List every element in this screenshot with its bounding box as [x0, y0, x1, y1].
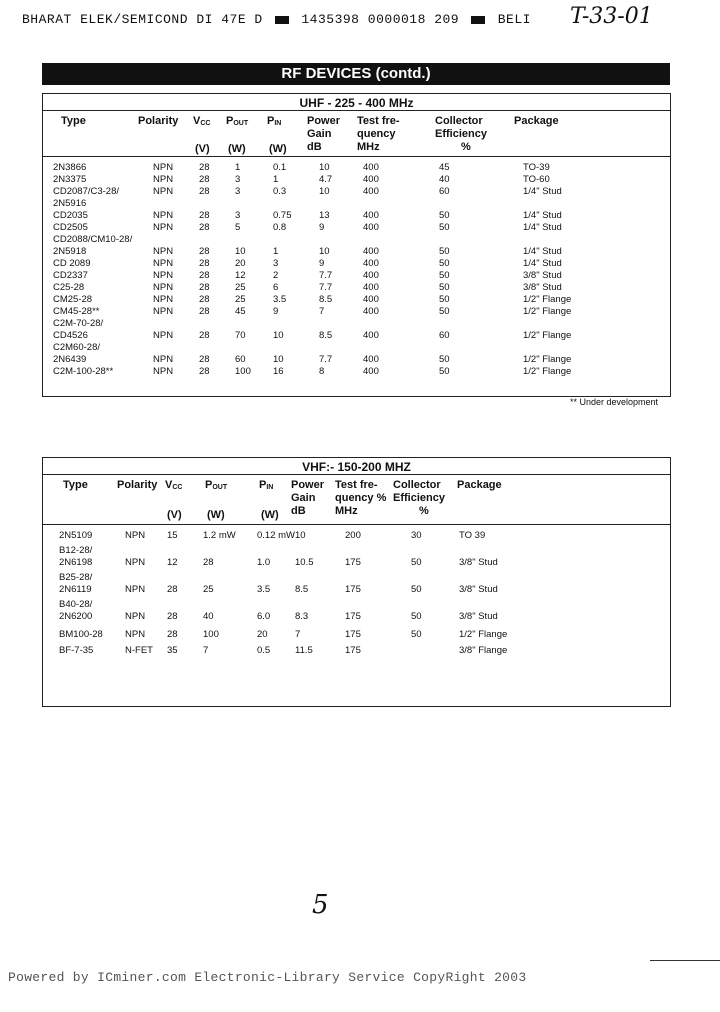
- cell-package: TO 39: [459, 530, 486, 541]
- cell-freq: 175: [345, 611, 361, 622]
- cell-pin: 10: [273, 354, 284, 365]
- cell-polarity: NPN: [125, 611, 146, 622]
- cell-pin: 0.1: [273, 162, 287, 173]
- cell-pin: 10: [273, 330, 284, 341]
- cell-efficiency: 40: [439, 174, 450, 185]
- cell-polarity: NPN: [153, 270, 174, 281]
- cell-type: 2N5109: [59, 530, 93, 541]
- cell-pin: 3.5: [273, 294, 287, 305]
- header-efficiency: Collector: [393, 479, 441, 491]
- cell-vcc: 28: [199, 174, 210, 185]
- divider: [43, 474, 670, 475]
- cell-efficiency: 30: [411, 530, 422, 541]
- cell-pout: 12: [235, 270, 246, 281]
- cell-efficiency: 50: [439, 258, 450, 269]
- cell-type: C2M-100-28**: [53, 366, 114, 377]
- cell-efficiency: 60: [439, 330, 450, 341]
- cell-pout: 7: [203, 645, 209, 656]
- cell-pin: 0.8: [273, 222, 287, 233]
- cell-type: CD 2089: [53, 258, 91, 269]
- unit-v: (V): [195, 143, 210, 155]
- cell-type: BM100-28: [59, 629, 103, 640]
- cell-package: 3/8" Flange: [459, 645, 508, 656]
- cell-gain: 13: [319, 210, 330, 221]
- cell-vcc: 28: [199, 270, 210, 281]
- cell-package: 1/2" Flange: [523, 306, 572, 317]
- cell-pout: 3: [235, 174, 241, 185]
- cell-efficiency: 50: [439, 354, 450, 365]
- cell-type: C2M-70-28/: [53, 318, 104, 329]
- header-gain: Power: [307, 115, 341, 127]
- cell-freq: 400: [363, 354, 379, 365]
- cell-efficiency: 50: [411, 629, 422, 640]
- handwritten-code: T-33-01: [570, 4, 653, 29]
- unit-w: (W): [269, 143, 287, 155]
- black-mark: [275, 16, 289, 24]
- cell-pout: 100: [235, 366, 251, 377]
- cell-package: 1/4" Stud: [523, 246, 562, 257]
- header-freq: quency: [357, 128, 396, 140]
- cell-vcc: 28: [199, 222, 210, 233]
- section-banner: RF DEVICES (contd.): [42, 63, 670, 85]
- header-text: BHARAT ELEK/SEMICOND DI 47E D: [22, 12, 263, 27]
- cell-polarity: NPN: [153, 162, 174, 173]
- cell-pin: 0.3: [273, 186, 287, 197]
- cell-type: B40-28/: [59, 599, 93, 610]
- cell-polarity: NPN: [153, 210, 174, 221]
- header-polarity: Polarity: [117, 479, 158, 491]
- cell-gain: 8.5: [319, 294, 333, 305]
- cell-type: 2N5918: [53, 246, 87, 257]
- cell-efficiency: 50: [439, 222, 450, 233]
- cell-vcc: 28: [199, 186, 210, 197]
- cell-pin: 1: [273, 174, 279, 185]
- cell-polarity: NPN: [153, 294, 174, 305]
- cell-gain: 9: [319, 222, 325, 233]
- cell-package: TO-60: [523, 174, 550, 185]
- cell-pin: 20: [257, 629, 268, 640]
- header-type: Type: [63, 479, 88, 491]
- header-tail: BELI: [497, 12, 531, 27]
- header-gain: dB: [307, 141, 322, 153]
- cell-polarity: NPN: [153, 354, 174, 365]
- footnote: ** Under development: [570, 397, 659, 407]
- cell-type: BF-7-35: [59, 645, 94, 656]
- cell-freq: 400: [363, 258, 379, 269]
- cell-package: 1/4" Stud: [523, 186, 562, 197]
- cell-pout: 25: [235, 282, 246, 293]
- cell-package: 3/8" Stud: [523, 282, 562, 293]
- cell-type: CD2088/CM10-28/: [53, 234, 133, 245]
- cell-freq: 400: [363, 222, 379, 233]
- cell-pout: 28: [203, 557, 214, 568]
- header-gain: dB: [291, 505, 306, 517]
- cell-gain: 8.5: [295, 584, 309, 595]
- divider: [43, 524, 670, 525]
- divider: [650, 960, 720, 961]
- cell-freq: 400: [363, 270, 379, 281]
- cell-freq: 400: [363, 282, 379, 293]
- cell-pout: 70: [235, 330, 246, 341]
- cell-package: 1/2" Flange: [523, 294, 572, 305]
- cell-package: 3/8" Stud: [459, 611, 498, 622]
- header-pout: POUT: [226, 115, 249, 127]
- footer-credit: Powered by ICminer.com Electronic-Library Service CopyRight 2003: [8, 970, 527, 985]
- cell-freq: 200: [345, 530, 361, 541]
- cell-type: CM45-28**: [53, 306, 100, 317]
- cell-pout: 40: [203, 611, 214, 622]
- header-polarity: Polarity: [138, 115, 179, 127]
- cell-vcc: 12: [167, 557, 178, 568]
- cell-polarity: NPN: [153, 330, 174, 341]
- cell-gain: 10: [319, 186, 330, 197]
- page-number: 5: [312, 890, 329, 920]
- header-subscript: CC: [172, 484, 183, 491]
- cell-vcc: 28: [199, 162, 210, 173]
- cell-pin: 16: [273, 366, 284, 377]
- cell-polarity: NPN: [153, 366, 174, 377]
- cell-vcc: 28: [199, 366, 210, 377]
- cell-freq: 400: [363, 186, 379, 197]
- cell-package: 3/8" Stud: [459, 584, 498, 595]
- cell-efficiency: 50: [411, 584, 422, 595]
- cell-polarity: NPN: [153, 258, 174, 269]
- unit-w: (W): [228, 143, 246, 155]
- unit-w: (W): [207, 509, 225, 521]
- cell-vcc: 28: [167, 611, 178, 622]
- cell-polarity: NPN: [153, 246, 174, 257]
- cell-vcc: 28: [199, 258, 210, 269]
- header-vcc: VCC: [165, 479, 183, 491]
- cell-package: 3/8" Stud: [459, 557, 498, 568]
- cell-freq: 400: [363, 330, 379, 341]
- cell-efficiency: 50: [411, 557, 422, 568]
- cell-type: 2N6439: [53, 354, 87, 365]
- cell-vcc: 28: [199, 210, 210, 221]
- cell-vcc: 28: [199, 294, 210, 305]
- cell-vcc: 28: [199, 246, 210, 257]
- unit-w: (W): [261, 509, 279, 521]
- cell-freq: 175: [345, 584, 361, 595]
- header-freq: MHz: [357, 141, 380, 153]
- cell-gain: 10.5: [295, 557, 314, 568]
- header-subscript: CC: [200, 120, 211, 127]
- cell-pout: 10: [235, 246, 246, 257]
- cell-pin: 2: [273, 270, 279, 281]
- header-efficiency: Collector: [435, 115, 483, 127]
- cell-type: C2M60-28/: [53, 342, 100, 353]
- header-efficiency: %: [461, 141, 471, 153]
- cell-polarity: NPN: [125, 557, 146, 568]
- cell-gain: 8: [319, 366, 325, 377]
- cell-type: B12-28/: [59, 545, 93, 556]
- cell-freq: 400: [363, 210, 379, 221]
- cell-vcc: 35: [167, 645, 178, 656]
- cell-vcc: 28: [167, 629, 178, 640]
- cell-freq: 400: [363, 162, 379, 173]
- cell-polarity: NPN: [153, 222, 174, 233]
- cell-gain: 10: [295, 530, 306, 541]
- cell-vcc: 15: [167, 530, 178, 541]
- cell-pout: 25: [203, 584, 214, 595]
- cell-freq: 175: [345, 629, 361, 640]
- header-gain: Gain: [307, 128, 332, 140]
- cell-freq: 400: [363, 294, 379, 305]
- header-efficiency: Efficiency: [435, 128, 487, 140]
- cell-type: 2N6200: [59, 611, 93, 622]
- cell-pin: 9: [273, 306, 279, 317]
- cell-package: 3/8" Stud: [523, 270, 562, 281]
- header-efficiency: Efficiency: [393, 492, 445, 504]
- cell-gain: 7: [319, 306, 325, 317]
- uhf-table: [42, 93, 671, 397]
- cell-efficiency: 45: [439, 162, 450, 173]
- cell-vcc: 28: [199, 306, 210, 317]
- cell-pout: 3: [235, 186, 241, 197]
- cell-polarity: N-FET: [125, 645, 153, 656]
- header-package: Package: [514, 115, 559, 127]
- header-freq: MHz: [335, 505, 358, 517]
- uhf-title: UHF - 225 - 400 MHz: [299, 96, 414, 110]
- cell-type: CM25-28: [53, 294, 93, 305]
- cell-pout: 60: [235, 354, 246, 365]
- cell-polarity: NPN: [153, 282, 174, 293]
- cell-gain: 10: [319, 246, 330, 257]
- cell-package: 1/2" Flange: [523, 330, 572, 341]
- cell-pin: 3.5: [257, 584, 271, 595]
- cell-pout: 25: [235, 294, 246, 305]
- cell-polarity: NPN: [125, 584, 146, 595]
- cell-type: C25-28: [53, 282, 85, 293]
- cell-type: 2N3866: [53, 162, 87, 173]
- cell-efficiency: 60: [439, 186, 450, 197]
- cell-pin: 3: [273, 258, 279, 269]
- cell-type: 2N5916: [53, 198, 87, 209]
- cell-pin: 1: [273, 246, 279, 257]
- divider: [43, 156, 670, 157]
- header-subscript: IN: [274, 120, 282, 127]
- cell-pout: 100: [203, 629, 219, 640]
- cell-type: 2N3375: [53, 174, 87, 185]
- cell-freq: 175: [345, 557, 361, 568]
- cell-efficiency: 50: [411, 611, 422, 622]
- divider: [43, 110, 670, 111]
- cell-polarity: NPN: [125, 530, 146, 541]
- cell-package: 1/4" Stud: [523, 222, 562, 233]
- cell-type: B25-28/: [59, 572, 93, 583]
- cell-freq: 400: [363, 174, 379, 185]
- cell-gain: 8.5: [319, 330, 333, 341]
- cell-efficiency: 50: [439, 270, 450, 281]
- cell-package: 1/2" Flange: [523, 366, 572, 377]
- cell-polarity: NPN: [153, 306, 174, 317]
- cell-polarity: NPN: [153, 186, 174, 197]
- cell-type: CD2337: [53, 270, 88, 281]
- cell-type: CD2505: [53, 222, 88, 233]
- cell-efficiency: 50: [439, 366, 450, 377]
- header-pin: PIN: [259, 479, 274, 491]
- cell-package: 1/2" Flange: [459, 629, 508, 640]
- cell-package: 1/2" Flange: [523, 354, 572, 365]
- cell-vcc: 28: [199, 282, 210, 293]
- cell-package: 1/4" Stud: [523, 210, 562, 221]
- cell-pout: 1.2 mW: [203, 530, 236, 541]
- cell-type: CD2087/C3-28/: [53, 186, 120, 197]
- cell-gain: 7.7: [319, 282, 333, 293]
- header-subscript: OUT: [233, 120, 249, 127]
- cell-efficiency: 50: [439, 210, 450, 221]
- cell-efficiency: 50: [439, 294, 450, 305]
- cell-polarity: NPN: [125, 629, 146, 640]
- cell-pin: 0.12 mW: [257, 530, 296, 541]
- vhf-title: VHF:- 150-200 MHZ: [302, 460, 411, 474]
- cell-package: TO-39: [523, 162, 550, 173]
- cell-gain: 4.7: [319, 174, 333, 185]
- cell-pin: 0.75: [273, 210, 292, 221]
- cell-polarity: NPN: [153, 174, 174, 185]
- cell-efficiency: 50: [439, 282, 450, 293]
- cell-gain: 10: [319, 162, 330, 173]
- cell-pin: 0.5: [257, 645, 271, 656]
- cell-pin: 6.0: [257, 611, 271, 622]
- document-header: [22, 12, 531, 27]
- header-pin: PIN: [267, 115, 282, 127]
- header-efficiency: %: [419, 505, 429, 517]
- cell-type: 2N6198: [59, 557, 93, 568]
- header-package: Package: [457, 479, 502, 491]
- header-freq: Test fre-: [357, 115, 400, 127]
- cell-pout: 5: [235, 222, 241, 233]
- header-vcc: VCC: [193, 115, 211, 127]
- cell-vcc: 28: [199, 330, 210, 341]
- cell-efficiency: 50: [439, 306, 450, 317]
- black-mark: [471, 16, 485, 24]
- cell-freq: 400: [363, 306, 379, 317]
- cell-gain: 7.7: [319, 270, 333, 281]
- cell-pout: 3: [235, 210, 241, 221]
- header-code: 1435398 0000018 209: [301, 12, 460, 27]
- cell-freq: 175: [345, 645, 361, 656]
- header-gain: Power: [291, 479, 325, 491]
- cell-type: CD4526: [53, 330, 88, 341]
- cell-pin: 1.0: [257, 557, 271, 568]
- cell-pout: 1: [235, 162, 241, 173]
- cell-gain: 7.7: [319, 354, 333, 365]
- header-gain: Gain: [291, 492, 316, 504]
- cell-vcc: 28: [199, 354, 210, 365]
- header-type: Type: [61, 115, 86, 127]
- cell-gain: 11.5: [295, 645, 313, 656]
- header-freq: quency %: [335, 492, 387, 504]
- cell-vcc: 28: [167, 584, 178, 595]
- cell-gain: 9: [319, 258, 325, 269]
- cell-type: 2N6119: [59, 584, 92, 595]
- unit-v: (V): [167, 509, 182, 521]
- cell-freq: 400: [363, 246, 379, 257]
- header-subscript: IN: [266, 484, 274, 491]
- cell-package: 1/4" Stud: [523, 258, 562, 269]
- header-subscript: OUT: [212, 484, 228, 491]
- cell-pin: 6: [273, 282, 279, 293]
- cell-efficiency: 50: [439, 246, 450, 257]
- cell-gain: 7: [295, 629, 301, 640]
- cell-type: CD2035: [53, 210, 88, 221]
- header-pout: POUT: [205, 479, 228, 491]
- cell-gain: 8.3: [295, 611, 309, 622]
- header-freq: Test fre-: [335, 479, 378, 491]
- vhf-table: [42, 457, 671, 707]
- cell-freq: 400: [363, 366, 379, 377]
- cell-pout: 45: [235, 306, 246, 317]
- cell-pout: 20: [235, 258, 246, 269]
